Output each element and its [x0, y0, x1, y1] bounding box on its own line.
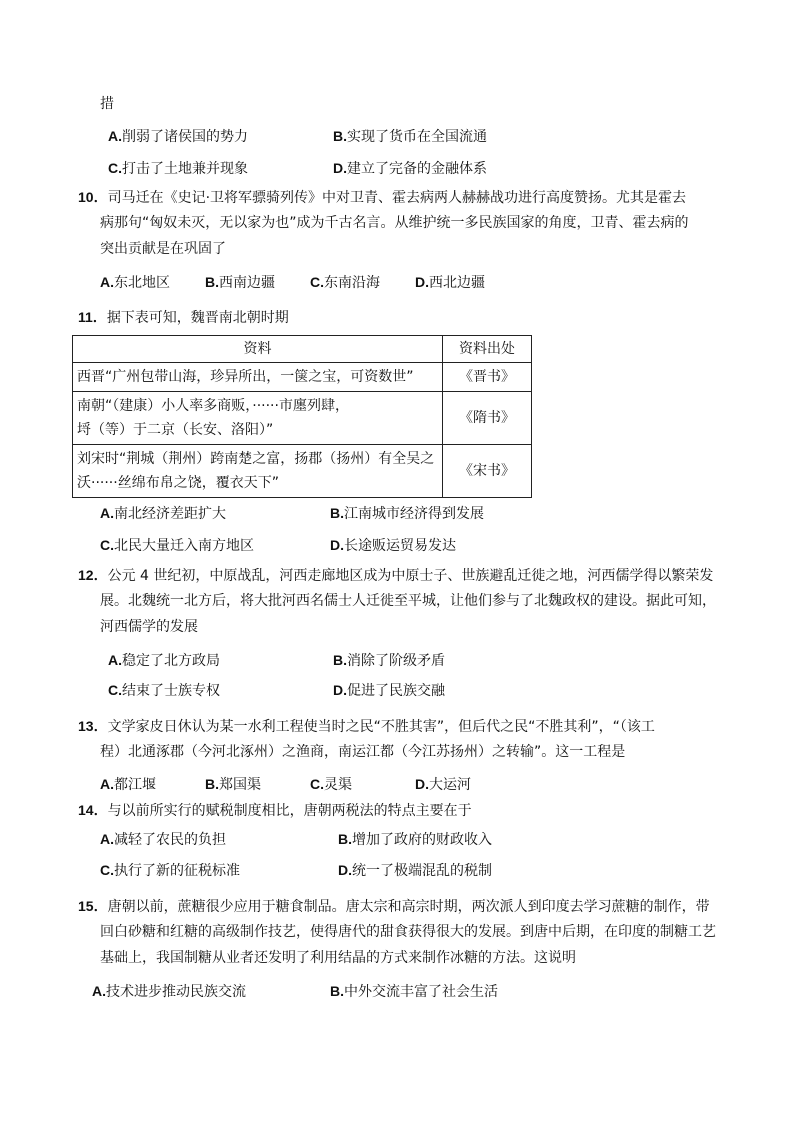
q11-option-c[interactable]: C.北民大量迁入南方地区: [100, 537, 254, 554]
q12-option-c[interactable]: C.结束了士族专权: [108, 682, 220, 699]
q12-stem-line-2: 展。北魏统一北方后，将大批河西名儒士人迁徙至平城，让他们参与了北魏政权的建设。据此可知，: [100, 593, 716, 609]
table-cell-source: 《隋书》: [443, 392, 532, 445]
q10-option-c[interactable]: C.东南沿海: [310, 274, 380, 291]
q10-stem-line-2: 病那句“匈奴未灭，无以家为也”成为千古名言。从维护统一多民族国家的角度，卫青、霍去病的: [100, 215, 689, 231]
q11-option-a[interactable]: A.南北经济差距扩大: [100, 505, 226, 522]
q13-option-d[interactable]: D.大运河: [415, 776, 471, 793]
q11-stem: 11．据下表可知，魏晋南北朝时期: [78, 309, 289, 326]
q10-option-a[interactable]: A.东北地区: [100, 274, 170, 291]
continued-text: 措: [100, 96, 114, 112]
q9-option-a[interactable]: A.削弱了诸侯国的势力: [108, 128, 248, 145]
q13-stem-line-1: 13．文学家皮日休认为某一水利工程使当时之民“不胜其害”，但后代之民“不胜其利”，“（该工: [78, 718, 655, 735]
q9-option-d[interactable]: D.建立了完备的金融体系: [333, 160, 487, 177]
q13-option-c[interactable]: C.灵渠: [310, 776, 352, 793]
q12-option-d[interactable]: D.促进了民族交融: [333, 682, 445, 699]
q14-stem: 14．与以前所实行的赋税制度相比，唐朝两税法的特点主要在于: [78, 802, 472, 819]
table-cell-material: 南朝“（建康）小人率多商贩，······市廛列肆， 埒（等）于二京（长安、洛阳）”: [73, 392, 443, 445]
q15-stem-line-1: 15．唐朝以前，蔗糖很少应用于糖食制品。唐太宗和高宗时期，两次派人到印度去学习蔗糖的制作，带: [78, 898, 710, 915]
q9-option-c[interactable]: C.打击了土地兼并现象: [108, 160, 248, 177]
q13-option-b[interactable]: B.郑国渠: [205, 776, 261, 793]
q13-option-a[interactable]: A.都江堰: [100, 776, 156, 793]
table-cell-source: 《宋书》: [443, 445, 532, 498]
q10-stem-line-1: 10．司马迁在《史记·卫将军骠骑列传》中对卫青、霍去病两人赫赫战功进行高度赞扬。尤其是霍去: [78, 189, 687, 206]
q12-option-a[interactable]: A.稳定了北方政局: [108, 652, 220, 669]
table-header-source: 资料出处: [443, 336, 532, 363]
q15-stem-line-3: 基础上，我国制糖从业者还发明了利用结晶的方式来制作冰糖的方法。这说明: [100, 950, 576, 966]
table-row: [73, 392, 532, 445]
table-cell-material: 刘宋时“荆城（荆州）跨南楚之富，扬郡（扬州）有全吴之 沃······丝绵布帛之饶，覆衣天下”: [73, 445, 443, 498]
q9-option-b[interactable]: B.实现了货币在全国流通: [333, 128, 487, 145]
table-row: [73, 445, 532, 498]
q11-source-table: [72, 335, 532, 498]
q13-stem-line-2: 程）北通涿郡（今河北涿州）之渔商，南运江都（今江苏扬州）之转输”。这一工程是: [100, 744, 626, 760]
table-header-material: 资料: [73, 336, 443, 363]
q10-option-d[interactable]: D.西北边疆: [415, 274, 485, 291]
table-header-row: [73, 336, 532, 363]
q10-option-b[interactable]: B.西南边疆: [205, 274, 275, 291]
q14-option-d[interactable]: D.统一了极端混乱的税制: [338, 862, 492, 879]
q12-stem-line-3: 河西儒学的发展: [100, 619, 198, 635]
q11-option-b[interactable]: B.江南城市经济得到发展: [330, 505, 484, 522]
table-row: [73, 363, 532, 392]
q14-option-c[interactable]: C.执行了新的征税标准: [100, 862, 240, 879]
q12-option-b[interactable]: B.消除了阶级矛盾: [333, 652, 445, 669]
q14-option-a[interactable]: A.减轻了农民的负担: [100, 831, 226, 848]
q10-stem-line-3: 突出贡献是在巩固了: [100, 241, 226, 257]
q14-option-b[interactable]: B.增加了政府的财政收入: [338, 831, 492, 848]
table-cell-source: 《晋书》: [443, 363, 532, 392]
q15-option-b[interactable]: B.中外交流丰富了社会生活: [330, 983, 498, 1000]
q11-option-d[interactable]: D.长途贩运贸易发达: [330, 537, 456, 554]
q12-stem-line-1: 12．公元 4 世纪初，中原战乱，河西走廊地区成为中原士子、世族避乱迁徙之地，河西儒学得以繁荣发: [78, 567, 714, 584]
q15-stem-line-2: 回白砂糖和红糖的高级制作技艺，使得唐代的甜食获得很大的发展。到唐中后期，在印度的制糖工艺: [100, 924, 716, 940]
table-cell-material: 西晋“广州包带山海，珍异所出，一箧之宝，可资数世”: [73, 363, 443, 392]
q15-option-a[interactable]: A.技术进步推动民族交流: [92, 983, 246, 1000]
